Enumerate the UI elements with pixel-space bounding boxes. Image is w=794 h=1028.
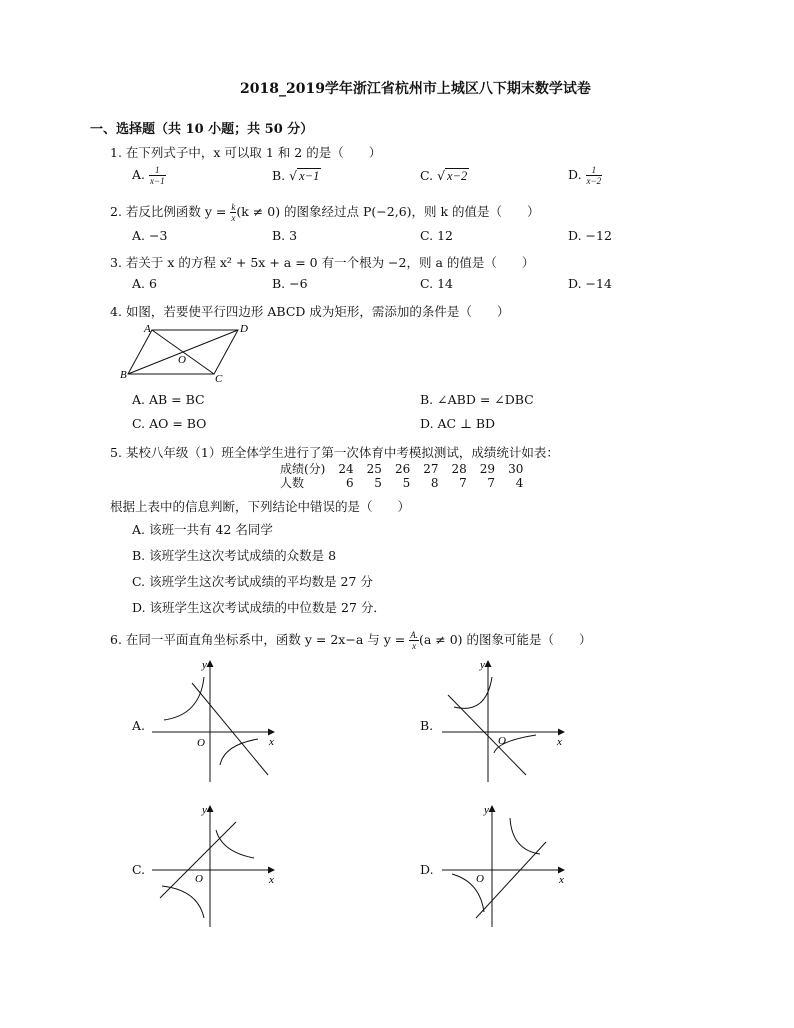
svg-text:y: y [202,804,207,816]
svg-text:y: y [484,804,489,816]
vertex-label-d: D [240,323,248,335]
q2-stem: 2. 若反比例函数 y = $\frac{k}{x}$ (k ≠ 0) 的图象经过点 P(−2,6)，则 k 的值是（ ） [110,202,540,223]
q1-option-a[interactable]: A. $\frac{1}{x-1}$ [132,165,165,186]
score-table [280,462,523,490]
graph-c [150,800,280,930]
svg-text:x: x [269,874,274,886]
vertex-label-c: C [215,373,223,382]
q1-option-b[interactable]: B. √ x−1 [272,168,320,183]
svg-text:y: y [480,659,485,671]
center-label-o: O [178,354,186,366]
q5-stem: 5. 某校八年级（1）班全体学生进行了第一次体育中考模拟测试，成绩统计如表： [110,445,559,460]
page-title: 2018_2019学年浙江省杭州市上城区八下期末数学试卷 [240,81,591,97]
svg-text:x: x [269,736,274,748]
q2-option-b[interactable]: B. 3 [272,228,298,243]
count-row: 人数 6 5 5 8 7 7 4 [280,476,524,490]
graph-d [440,800,570,930]
q5-option-b[interactable]: B. 该班学生这次考试成绩的众数是 8 [132,548,337,563]
q3-option-d[interactable]: D. −14 [568,276,612,291]
q2-option-d[interactable]: D. −12 [568,228,612,243]
svg-text:y: y [202,659,207,671]
section-heading: 一、选择题（共 10 小题；共 50 分） [90,122,314,137]
parallelogram-figure [118,320,258,382]
q1-option-d[interactable]: D. $\frac{1}{x-2}$ [568,165,602,186]
svg-text:O: O [195,873,203,885]
q6-option-d[interactable]: D. [420,862,434,877]
q1-stem: 1. 在下列式子中，x 可以取 1 和 2 的是（ ） [110,145,382,160]
q2-option-c[interactable]: C. 12 [420,228,453,243]
q2-option-a[interactable]: A. −3 [132,228,168,243]
q6-option-a[interactable]: A. [132,718,146,733]
vertex-label-b: B [120,369,127,381]
q3-option-b[interactable]: B. −6 [272,276,308,291]
svg-text:O: O [197,737,205,749]
q5-option-a[interactable]: A. 该班一共有 42 名同学 [132,522,273,537]
q5-option-c[interactable]: C. 该班学生这次考试成绩的平均数是 27 分 [132,574,373,589]
q6-option-c[interactable]: C. [132,862,146,877]
score-row: 成绩(分) 24 25 26 27 28 29 30 [280,462,524,476]
q3-option-c[interactable]: C. 14 [420,276,453,291]
q5-follow: 根据上表中的信息判断，下列结论中错误的是（ ） [110,499,411,514]
graph-a [150,655,280,785]
graph-b [440,655,570,785]
q4-stem: 4. 如图，若要使平行四边形 ABCD 成为矩形，需添加的条件是（ ） [110,304,510,319]
q1-option-c[interactable]: C. √ x−2 [420,168,468,183]
q3-option-a[interactable]: A. 6 [132,276,157,291]
vertex-label-a: A [144,323,151,335]
q5-option-d[interactable]: D. 该班学生这次考试成绩的中位数是 27 分． [132,600,386,615]
q4-option-c[interactable]: C. AO = BO [132,416,207,431]
svg-text:x: x [557,736,562,748]
svg-text:O: O [498,735,506,747]
q4-option-d[interactable]: D. AC ⊥ BD [420,416,496,431]
q6-option-b[interactable]: B. [420,718,434,733]
svg-text:O: O [476,873,484,885]
q6-stem: 6. 在同一平面直角坐标系中，函数 y = 2x−a 与 y = $\frac{A.}{x}$ (a ≠ 0) 的图象可能是（ ） [110,630,592,651]
q3-stem: 3. 若关于 x 的方程 x² + 5x + a = 0 有一个根为 −2，则 a 的值是（ ） [110,255,535,270]
q4-option-a[interactable]: A. AB = BC [132,392,205,407]
q4-option-b[interactable]: B. ∠ABD = ∠DBC [420,392,534,407]
svg-text:x: x [559,874,564,886]
